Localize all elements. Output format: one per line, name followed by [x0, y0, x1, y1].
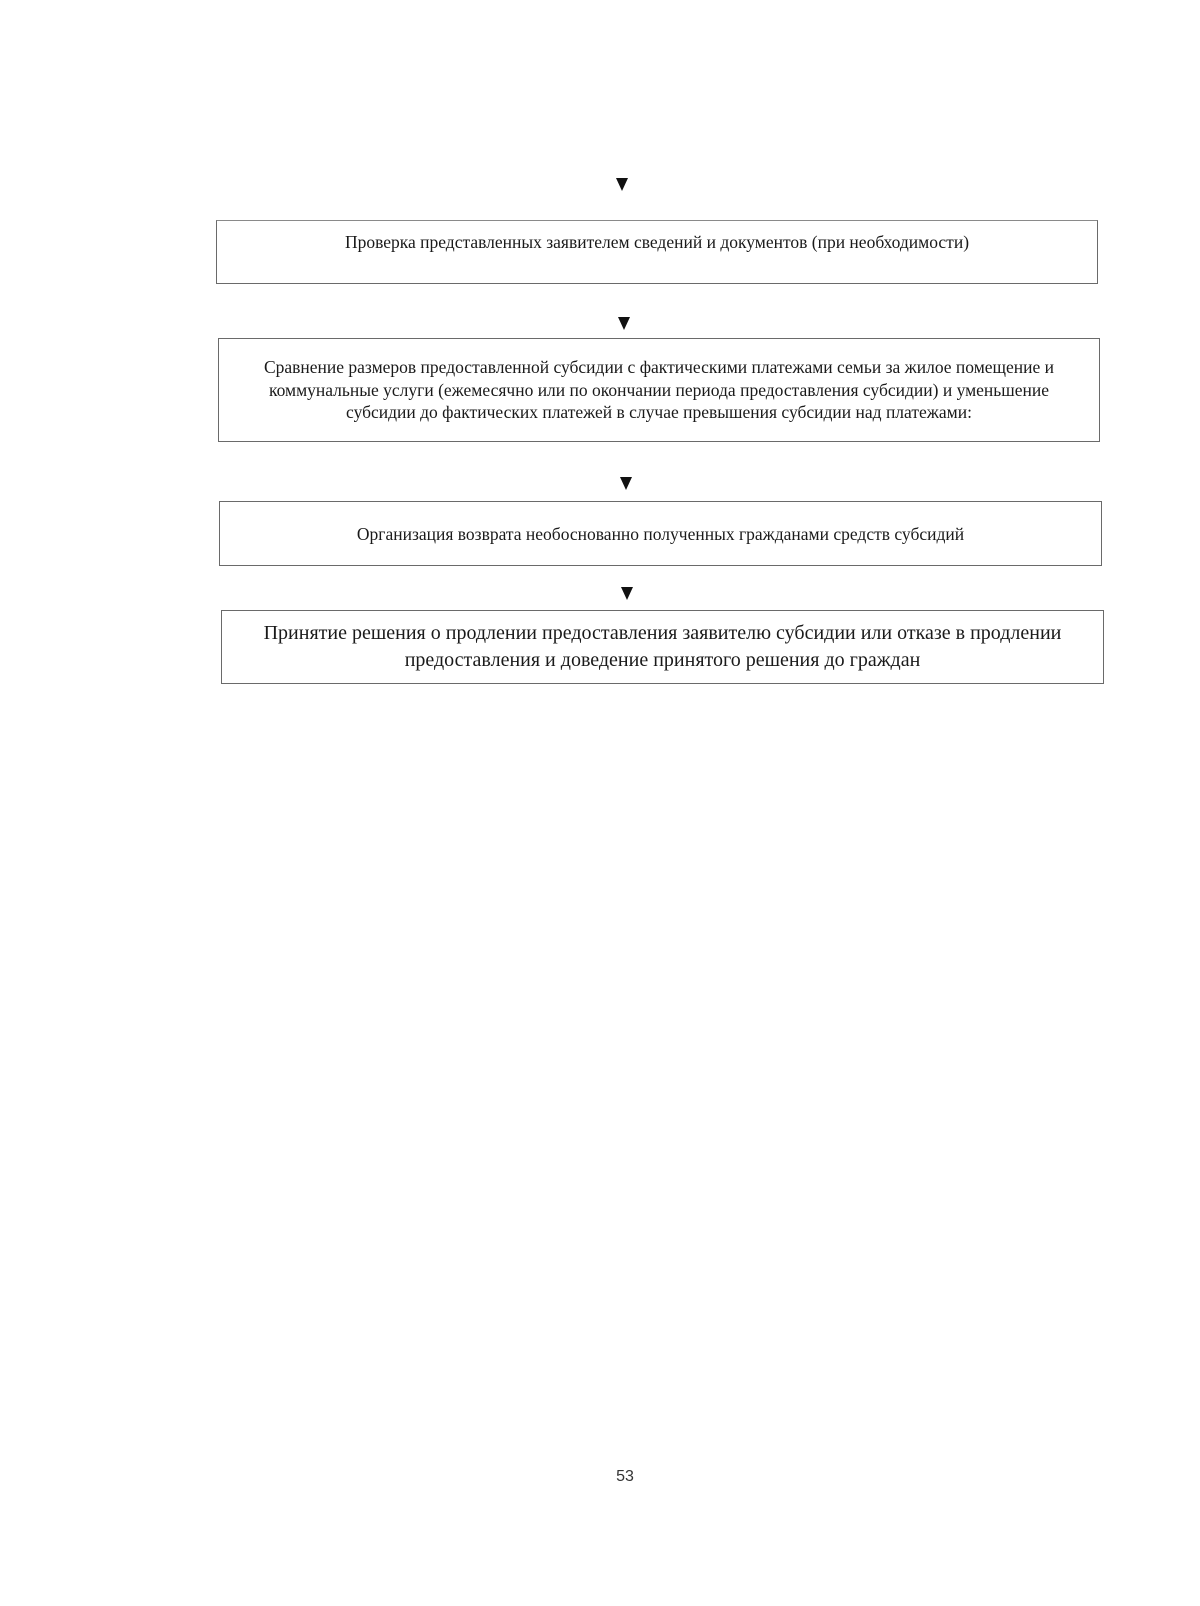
flow-step-text: Организация возврата необоснованно полученных гражданами средств субсидий — [356, 523, 965, 544]
down-arrow-icon — [621, 587, 633, 600]
down-arrow-icon — [618, 317, 630, 330]
flow-step-refund — [219, 501, 1102, 566]
flow-step-text: Принятие решения о продлении предоставления заявителю субсидии или отказе в продлении предоставления и доведение принятого решения до граждан — [263, 622, 1062, 671]
down-arrow-icon — [616, 178, 628, 191]
page-number: 53 — [616, 1468, 634, 1485]
flow-step-verification — [216, 220, 1098, 284]
flow-step-decision — [221, 610, 1104, 684]
flow-step-text: Сравнение размеров предоставленной субсидии с фактическими платежами семьи за жилое помещение и коммунальные услуги (ежемесячно или по окончании периода предоставления субсидии) и уменьшение субсидии до фактических платежей в случае превышения субсидии над платежами: — [263, 357, 1055, 423]
down-arrow-icon — [620, 477, 632, 490]
flow-step-text: Проверка представленных заявителем сведений и документов (при необходимости) — [344, 232, 970, 252]
flow-step-comparison — [218, 338, 1100, 442]
